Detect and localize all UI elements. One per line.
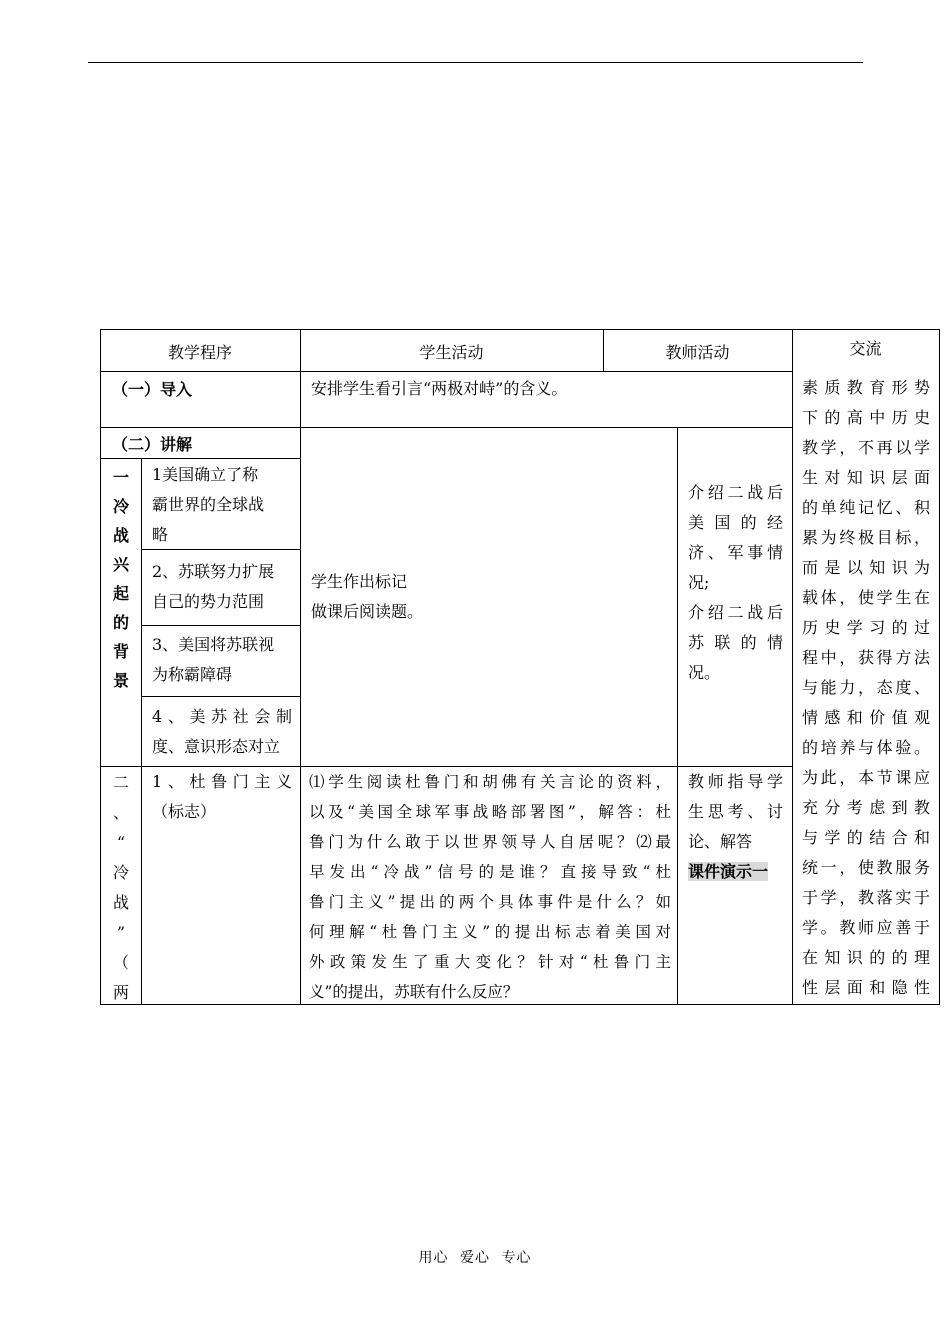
student-line: 鲁门主义”提出的两个具体事件是什么？如 (309, 893, 671, 911)
point-line: 1美国确立了称 (152, 465, 259, 484)
point-line: （标志） (152, 802, 217, 821)
exchange-line: 而是以知识为 (802, 558, 930, 577)
char-column-divider (141, 458, 142, 1004)
exchange-line: 程中，获得方法 (802, 648, 930, 667)
student-teacher-divider (677, 427, 678, 1004)
exchange-line: 情感和价值观 (802, 708, 930, 727)
section2-point (152, 767, 292, 827)
section2-char: 战 (112, 893, 129, 912)
exchange-column-divider (792, 329, 793, 1004)
exchange-line: 的单纯记忆、积 (802, 498, 930, 517)
teacher-line: 介绍二战后 (688, 603, 783, 622)
point-line: 1、杜鲁门主义 (152, 772, 292, 791)
teacher-line: 况。 (688, 663, 721, 682)
teacher-line: 美国的经 (688, 513, 783, 532)
table-border-top (100, 329, 940, 330)
explain-label-divider (100, 458, 300, 459)
point-line: 4、美苏社会制 (152, 707, 292, 726)
exchange-text (802, 373, 930, 1003)
section1-char: 战 (112, 526, 129, 545)
exchange-line: 素质教育形势 (802, 378, 930, 397)
teacher-line: 介绍二战后 (688, 483, 783, 502)
section2-char: 冷 (112, 863, 129, 882)
student-line: 学生作出标记 (311, 572, 408, 591)
section2-char: ” (116, 923, 126, 942)
student-line: 以及“美国全球军事战略部署图”，解答：杜 (309, 803, 671, 821)
footer-word: 爱心 (460, 1250, 490, 1266)
point-line: 3、美国将苏联视 (152, 635, 275, 654)
explain-label: （二）讲解 (112, 435, 193, 454)
exchange-line: 与能力，态度、 (802, 678, 930, 697)
header-student: 学生活动 (419, 343, 484, 362)
section1-char: 背 (112, 642, 129, 661)
exchange-line: 历史学习的过 (802, 618, 930, 637)
teacher-line: 教师指导学 (688, 772, 783, 791)
explain-student-text (311, 567, 671, 627)
section2-char: “ (116, 833, 126, 852)
teacher-line: 苏联的情 (688, 633, 783, 652)
exchange-line: 性层面和隐性 (802, 978, 930, 997)
exchange-line: 充分考虑到教 (802, 798, 930, 817)
section2-vertical-title (101, 768, 141, 1008)
point-line: 自己的势力范围 (152, 592, 265, 611)
courseware-demo-label: 课件演示一 (688, 862, 769, 881)
point-line: 略 (152, 525, 169, 544)
section1-char: 一 (112, 468, 129, 487)
exchange-line: 在知识的的理 (802, 948, 930, 967)
background-point-2 (152, 557, 294, 617)
teacher-line: 济、军事情 (688, 543, 783, 562)
point-line: 2、苏联努力扩展 (152, 562, 275, 581)
student-line: 外政策发生了重大变化？针对“杜鲁门主 (309, 953, 671, 971)
section2-char: 、 (112, 803, 129, 822)
student-line: 何理解“杜鲁门主义”的提出标志着美国对 (309, 923, 671, 941)
student-line: 做课后阅读题。 (311, 602, 424, 621)
student-line: 早发出“冷战”信号的是谁？直接导致“杜 (309, 863, 671, 881)
student-line: 义”的提出，苏联有什么反应？ (309, 983, 519, 1001)
explain-teacher-text (688, 478, 783, 688)
header-row-divider (100, 371, 792, 372)
intro-row-divider-right (300, 427, 792, 428)
point-line: 度、意识形态对立 (152, 737, 281, 756)
header-exchange: 交流 (849, 339, 882, 358)
header-teacher: 教师活动 (665, 343, 730, 362)
section1-char: 的 (112, 613, 129, 632)
exchange-line: 学。教师应善于 (802, 918, 930, 937)
header-program: 教学程序 (167, 343, 232, 362)
section2-student-text (309, 767, 671, 1007)
exchange-line: 于学，教落实于 (802, 888, 930, 907)
background-point-1 (152, 460, 294, 550)
exchange-line: 下的高中历史 (802, 408, 930, 427)
exchange-line: 为此，本节课应 (802, 768, 930, 787)
student-line: 鲁门为什么敢于以世界领导人自居呢？⑵最 (309, 833, 671, 851)
table-border-right (939, 329, 940, 1004)
page-footer (0, 1247, 950, 1267)
background-point-3 (152, 630, 294, 690)
teacher-line: 论、解答 (688, 832, 753, 851)
exchange-line: 统一，使教服务 (802, 858, 930, 877)
footer-word: 专心 (501, 1250, 532, 1266)
exchange-line: 的培养与体验。 (802, 738, 930, 757)
exchange-line: 载体，使学生在 (802, 588, 930, 607)
intro-label: （一）导入 (112, 380, 193, 399)
point-line: 霸世界的全球战 (152, 495, 265, 514)
section1-char: 起 (112, 584, 129, 603)
header-rule (88, 62, 863, 63)
exchange-line: 生对知识层面 (802, 468, 930, 487)
point-line: 为称霸障碍 (152, 665, 233, 684)
student-line: ⑴学生阅读杜鲁门和胡佛有关言论的资料， (309, 773, 671, 791)
section1-char: 冷 (112, 497, 129, 516)
exchange-line: 与学的结合和 (802, 828, 930, 847)
point2-divider (141, 625, 300, 626)
section2-char: （ (112, 953, 129, 972)
program-column-divider (300, 329, 301, 1004)
intro-student-text: 安排学生看引言“两极对峙”的含义。 (311, 379, 568, 398)
intro-row-divider-left (100, 427, 300, 428)
point3-divider (141, 696, 300, 697)
section1-vertical-title (101, 463, 141, 695)
section2-teacher-text (688, 767, 783, 887)
section1-char: 兴 (112, 555, 129, 574)
exchange-line: 教学，不再以学 (802, 438, 930, 457)
teacher-line: 生思考、讨 (688, 802, 783, 821)
background-point-4 (152, 702, 292, 762)
exchange-line: 累为终极目标， (802, 528, 930, 547)
section2-char: 二 (112, 773, 129, 792)
footer-word: 用心 (418, 1250, 449, 1266)
section2-char: 两 (112, 983, 129, 1002)
teacher-line: 况; (688, 573, 710, 592)
section1-char: 景 (112, 671, 129, 690)
